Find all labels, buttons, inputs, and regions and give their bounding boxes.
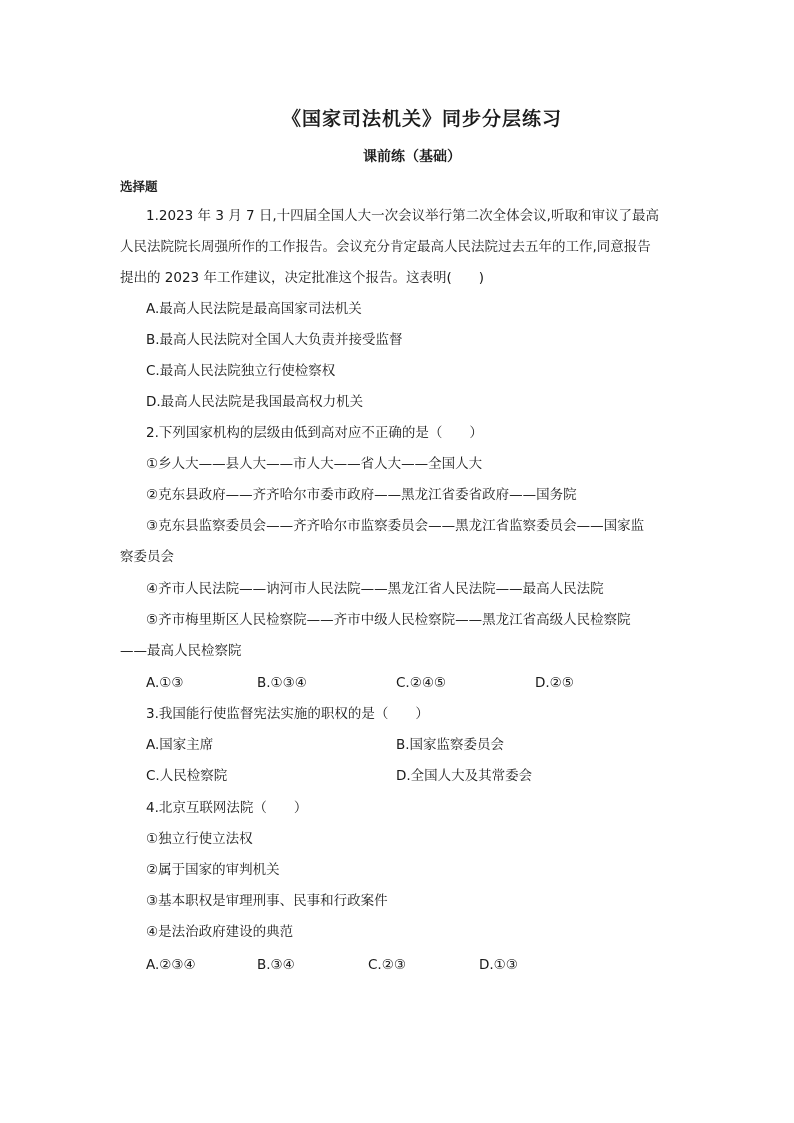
question-2-item-5: ⑤齐市梅里斯区人民检察院——齐市中级人民检察院——黑龙江省高级人民检察院 (146, 612, 631, 628)
question-4-item-3: ③基本职权是审理刑事、民事和行政案件 (146, 893, 388, 909)
question-1-option-a: A.最高人民法院是最高国家司法机关 (146, 301, 362, 317)
question-1-line-1: 1.2023 年 3 月 7 日,十四届全国人大一次会议举行第二次全体会议,听取和审议了最高 (146, 208, 659, 224)
question-1-line-2: 人民法院院长周强所作的工作报告。会议充分肯定最高人民法院过去五年的工作,同意报告 (120, 239, 651, 255)
question-2-stem: 2.下列国家机构的层级由低到高对应不正确的是（ ） (146, 425, 483, 441)
question-4-item-1: ①独立行使立法权 (146, 831, 253, 847)
question-4-option-a: A.②③④ (146, 957, 196, 973)
question-2-item-5-cont: ——最高人民检察院 (120, 643, 242, 659)
question-2-item-4: ④齐市人民法院——讷河市人民法院——黑龙江省人民法院——最高人民法院 (146, 581, 604, 597)
question-1-option-d: D.最高人民法院是我国最高权力机关 (146, 394, 364, 410)
question-4-item-2: ②属于国家的审判机关 (146, 862, 280, 878)
question-2-item-2: ②克东县政府——齐齐哈尔市委市政府——黑龙江省委省政府——国务院 (146, 487, 577, 503)
question-2-option-a: A.①③ (146, 675, 184, 691)
question-3-option-a: A.国家主席 (146, 737, 214, 753)
question-4-option-b: B.③④ (257, 957, 295, 973)
page-title: 《国家司法机关》同步分层练习 (281, 108, 562, 130)
question-2-option-c: C.②④⑤ (396, 675, 447, 691)
question-3-option-b: B.国家监察委员会 (396, 737, 505, 753)
question-2-item-3-cont: 察委员会 (120, 549, 174, 565)
question-4-item-4: ④是法治政府建设的典范 (146, 924, 294, 940)
question-4-option-c: C.②③ (368, 957, 406, 973)
question-3-stem: 3.我国能行使监督宪法实施的职权的是（ ） (146, 706, 429, 722)
question-4-option-d: D.①③ (479, 957, 518, 973)
page-subtitle: 课前练（基础） (363, 149, 461, 165)
question-2-item-3: ③克东县监察委员会——齐齐哈尔市监察委员会——黑龙江省监察委员会——国家监 (146, 518, 645, 534)
question-2-item-1: ①乡人大——县人大——市人大——省人大——全国人大 (146, 456, 483, 472)
question-2-option-b: B.①③④ (257, 675, 307, 691)
question-1-option-c: C.最高人民法院独立行使检察权 (146, 363, 336, 379)
question-1-option-b: B.最高人民法院对全国人大负责并接受监督 (146, 332, 403, 348)
question-3-option-c: C.人民检察院 (146, 768, 228, 784)
section-heading: 选择题 (120, 179, 158, 194)
question-1-line-3: 提出的 2023 年工作建议，决定批准这个报告。这表明( ) (120, 270, 484, 286)
question-3-option-d: D.全国人大及其常委会 (396, 768, 533, 784)
question-4-stem: 4.北京互联网法院（ ） (146, 800, 308, 816)
question-2-option-d: D.②⑤ (535, 675, 574, 691)
